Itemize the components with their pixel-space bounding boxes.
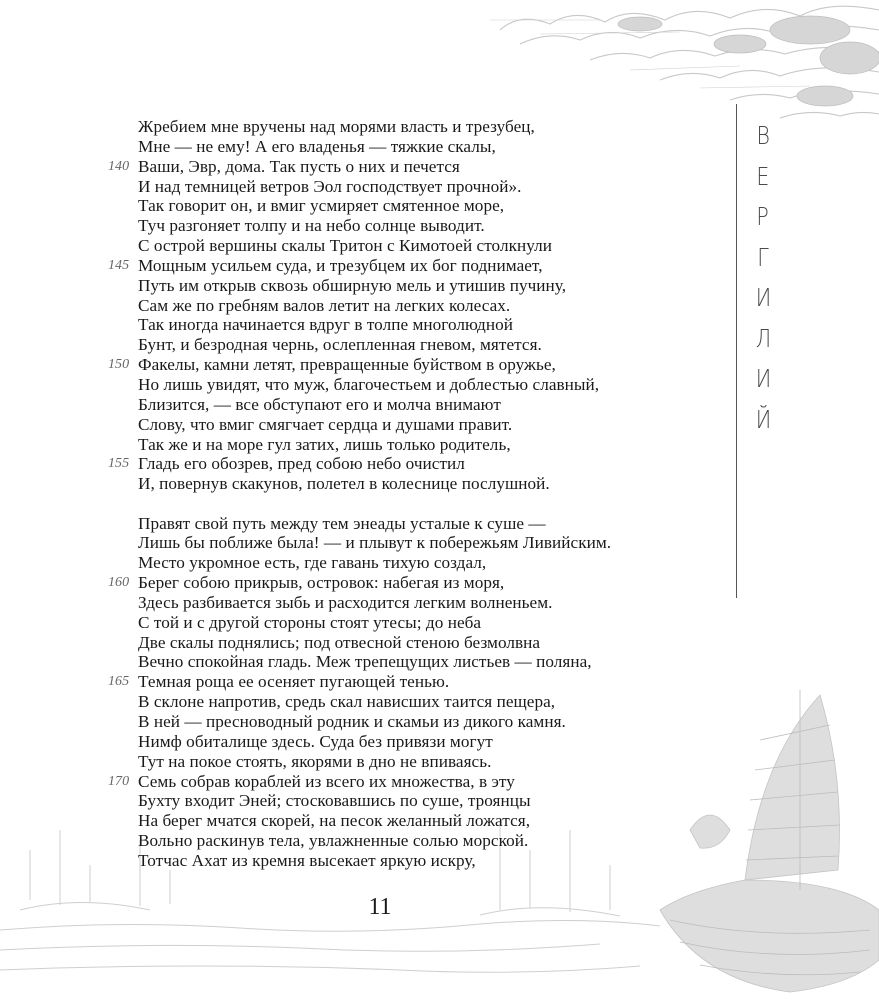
verse-line (138, 296, 658, 316)
verse-line (138, 613, 658, 633)
stanza-break (138, 494, 658, 514)
verse-text: Вольно раскинув тела, увлажненные солью морской. (138, 831, 529, 851)
line-number: 165 (108, 674, 130, 690)
line-number: 150 (108, 357, 130, 373)
line-number: 170 (108, 773, 130, 789)
vertical-book-title (743, 116, 783, 440)
verse-text: Туч разгоняет толпу и на небо солнце выводит. (138, 216, 485, 236)
verse-line (138, 712, 658, 732)
verse-line (138, 514, 658, 534)
verse-line (108, 255, 658, 276)
verse-text: На берег мчатся скорей, на песок желанный ложатся, (138, 811, 531, 831)
verse-line (138, 276, 658, 296)
verse-line (138, 415, 658, 435)
line-number: 140 (108, 158, 130, 174)
verse-line (138, 375, 658, 395)
verse-text: Путь им открыв сквозь обширную мель и утишив пучину, (138, 275, 567, 295)
verse-text: Семь собрав кораблей из всего их множества, в эту (138, 771, 515, 791)
verse-line (138, 851, 658, 871)
verse-line (138, 831, 658, 851)
verse-text: Вечно спокойная гладь. Меж трепещущих листьев — поляна, (138, 652, 592, 672)
verse-line (138, 435, 658, 455)
verse-line (138, 633, 658, 653)
verse-text: Ваши, Эвр, дома. Так пусть о них и печется (138, 156, 460, 176)
title-letter: Й (755, 404, 771, 434)
verse-text: Близится, — все обступают его и молча внимают (138, 394, 501, 414)
verse-text: Здесь разбивается зыбь и расходится легким волненьем. (138, 592, 553, 612)
verse-text: В склоне напротив, средь скал нависших таится пещера, (138, 692, 556, 712)
verse-text: Берег собою прикрыв, островок: набегая из моря, (138, 573, 505, 593)
verse-line (138, 752, 658, 772)
verse-text: Сам же по гребням валов летит на легких колесах. (138, 295, 511, 315)
verse-text: Так иногда начинается вдруг в толпе многолюдной (138, 315, 513, 335)
verse-line (108, 771, 658, 792)
verse-text: Нимф обиталище здесь. Суда без привязи могут (138, 731, 493, 751)
verse-text: С острой вершины скалы Тритон с Кимотоей столкнули (138, 236, 553, 256)
title-letter: Р (756, 202, 770, 231)
verse-text: Тут на покое стоять, якорями в дно не впиваясь. (138, 751, 492, 771)
verse-line (138, 652, 658, 672)
title-letter: Л (755, 323, 771, 353)
title-letter: И (755, 364, 771, 393)
clouds-engraving (480, 0, 879, 130)
verse-line (138, 593, 658, 613)
verse-text: Гладь его обозрев, пред собою небо очистил (138, 454, 465, 474)
verse-line (138, 335, 658, 355)
verse-line (138, 216, 658, 236)
vertical-divider (736, 104, 737, 598)
verse-text: С той и с другой стороны стоят утесы; до неба (138, 612, 482, 632)
verse-text: И, повернув скакунов, полетел в колеснице послушной. (138, 474, 550, 494)
verse-text: Но лишь увидят, что муж, благочестьем и доблестью славный, (138, 374, 600, 394)
verse-line (138, 117, 658, 137)
verse-line (138, 533, 658, 553)
verse-text: Жребием мне вручены над морями власть и трезубец, (138, 117, 535, 136)
title-letter: Е (756, 161, 770, 191)
verse-line (138, 811, 658, 831)
verse-text: Так же и на море гул затих, лишь только родитель, (138, 434, 511, 454)
title-letter: И (755, 283, 771, 312)
line-number: 160 (108, 575, 130, 591)
verse-line (138, 791, 658, 811)
verse-text: Факелы, камни летят, превращенные буйством в оружье, (138, 355, 556, 375)
title-letter: В (756, 121, 770, 150)
verse-line (138, 177, 658, 197)
verse-line (138, 315, 658, 335)
page-number: 11 (368, 894, 392, 920)
poem-text (108, 117, 658, 871)
verse-line (108, 672, 658, 692)
verse-text: И над темницей ветров Эол господствует прочной». (138, 176, 522, 196)
verse-text: Две скалы поднялись; под отвесной стеною безмолвна (138, 632, 541, 652)
verse-line (108, 573, 658, 593)
verse-line (108, 355, 658, 375)
verse-text: Так говорит он, и вмиг усмиряет смятенное море, (138, 196, 505, 216)
verse-text: Место укромное есть, где гавань тихую создал, (138, 553, 487, 573)
verse-text: Тотчас Ахат из кремня высекает яркую искру, (138, 850, 476, 870)
line-number: 155 (108, 456, 130, 472)
verse-line (138, 395, 658, 415)
verse-text: Лишь бы поближе была! — и плывут к побережьям Ливийским. (138, 533, 612, 553)
verse-text: Слову, что вмиг смягчает сердца и душами правит. (138, 414, 513, 434)
verse-line (108, 454, 658, 474)
verse-line (138, 692, 658, 712)
verse-line (138, 474, 658, 494)
verse-line (138, 236, 658, 256)
verse-text: Правят свой путь между тем энеады усталые к суше — (138, 513, 546, 533)
verse-text: Темная роща ее осеняет пугающей тенью. (138, 672, 450, 692)
verse-line (138, 732, 658, 752)
verse-text: Бунт, и безродная чернь, ослепленная гневом, мятется. (138, 335, 542, 355)
verse-line (108, 156, 658, 177)
verse-text: Мне — не ему! А его владенья — тяжкие скалы, (138, 136, 496, 156)
line-number: 145 (108, 257, 130, 273)
verse-line (138, 137, 658, 157)
verse-line (138, 196, 658, 216)
title-letter: Г (757, 242, 769, 272)
verse-line (138, 553, 658, 573)
verse-text: Мощным усильем суда, и трезубцем их бог поднимает, (138, 255, 543, 275)
verse-text: В ней — пресноводный родник и скамьи из дикого камня. (138, 711, 566, 731)
verse-text: Бухту входит Эней; стосковавшись по суше, троянцы (138, 791, 531, 811)
